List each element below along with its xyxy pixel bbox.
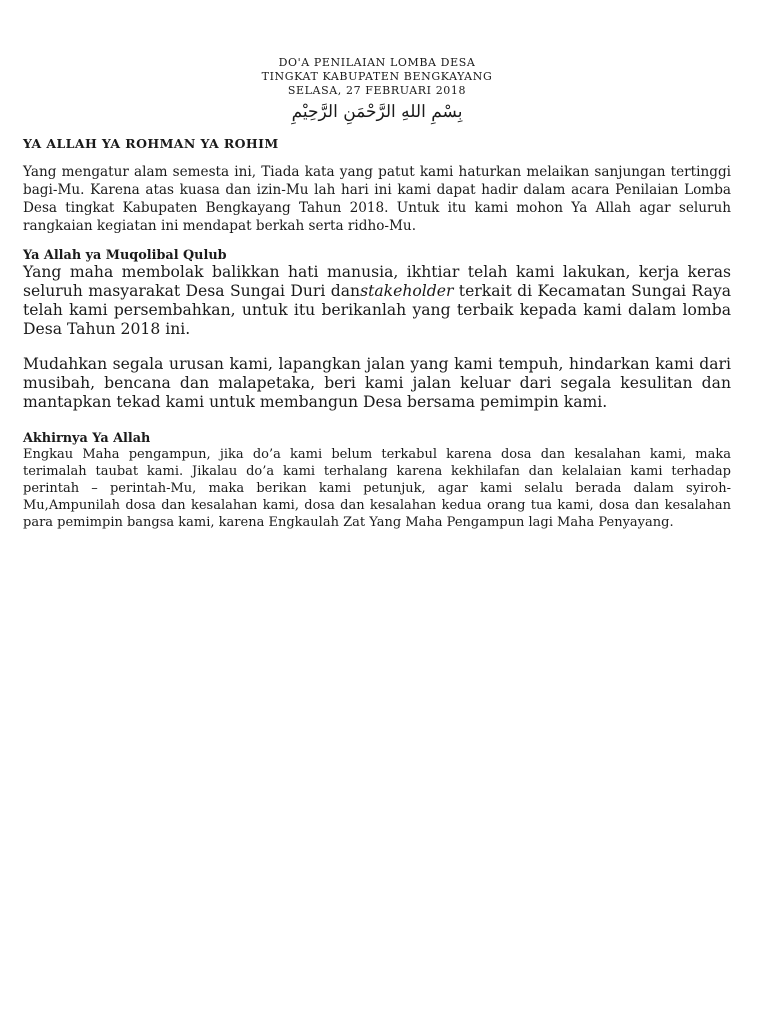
header-title: DO'A PENILAIAN LOMBA DESA [278,56,476,69]
stakeholder-term: stakeholder [360,282,454,300]
header-subtitle: TINGKAT KABUPATEN BENGKAYANG [261,70,493,83]
paragraph-effort [23,263,731,339]
paragraph-opening: Yang mengatur alam semesta ini, Tiada kata yang patut kami haturkan melaikan sanjungan tertinggi bagi-Mu. Karena atas kuasa dan izin-Mu lah hari ini kami dapat hadir dalam acara Penilaian Lomba Desa tingkat Kabupaten Bengkayang Tahun 2018. Untuk itu kami mohon Ya Allah agar seluruh rangkaian kegiatan ini mendapat berkah serta ridho-Mu. [23,164,731,234]
paragraph-effort-part2: terkait di Kecamatan Sungai Raya telah kami persembahkan, untuk itu berikanlah yang terbaik kepada kami dalam lomba Desa Tahun 2018 ini. [23,282,732,338]
document-header [23,56,731,98]
subheading-muqolibal: Ya Allah ya Muqolibal Qulub [23,248,227,263]
basmalah: بِسْمِ اللهِ الرَّحْمَنِ الرَّحِيْمِ [291,102,463,122]
spacer [23,339,731,355]
paragraph-ease: Mudahkan segala urusan kami, lapangkan jalan yang kami tempuh, hindarkan kami dari musibah, bencana dan malapetaka, beri kami jalan keluar dari segala kesulitan dan mantapkan tekad kami untuk membangun Desa bersama pemimpin kami. [23,355,731,411]
document-page [23,56,731,531]
spacer [23,151,731,163]
subheading-akhirnya: Akhirnya Ya Allah [23,431,151,446]
section-heading-main: YA ALLAH YA ROHMAN YA ROHIM [23,136,279,151]
spacer [23,235,731,248]
header-date: SELASA, 27 FEBRUARI 2018 [287,84,467,97]
paragraph-closing: Engkau Maha pengampun, jika do’a kami belum terkabul karena dosa dan kesalahan kami, maka terimalah taubat kami. Jikalau do’a kami terhalang karena kekhilafan dan kelalaian kami terhadap perintah – perintah-Mu, maka berikan kami petunjuk, agar kami selalu berada dalam syiroh-Mu,Ampunilah dosa dan kesalahan kami, dosa dan kesalahan kedua orang tua kami, dosa dan kesalahan para pemimpin bangsa kami, karena Engkaulah Zat Yang Maha Pengampun lagi Maha Penyayang. [23,447,731,530]
spacer [23,412,731,431]
paragraph-effort-part1: Yang maha membolak balikkan hati manusia, ikhtiar telah kami lakukan, kerja keras seluruh masyarakat Desa Sungai Duri dan [23,263,731,300]
